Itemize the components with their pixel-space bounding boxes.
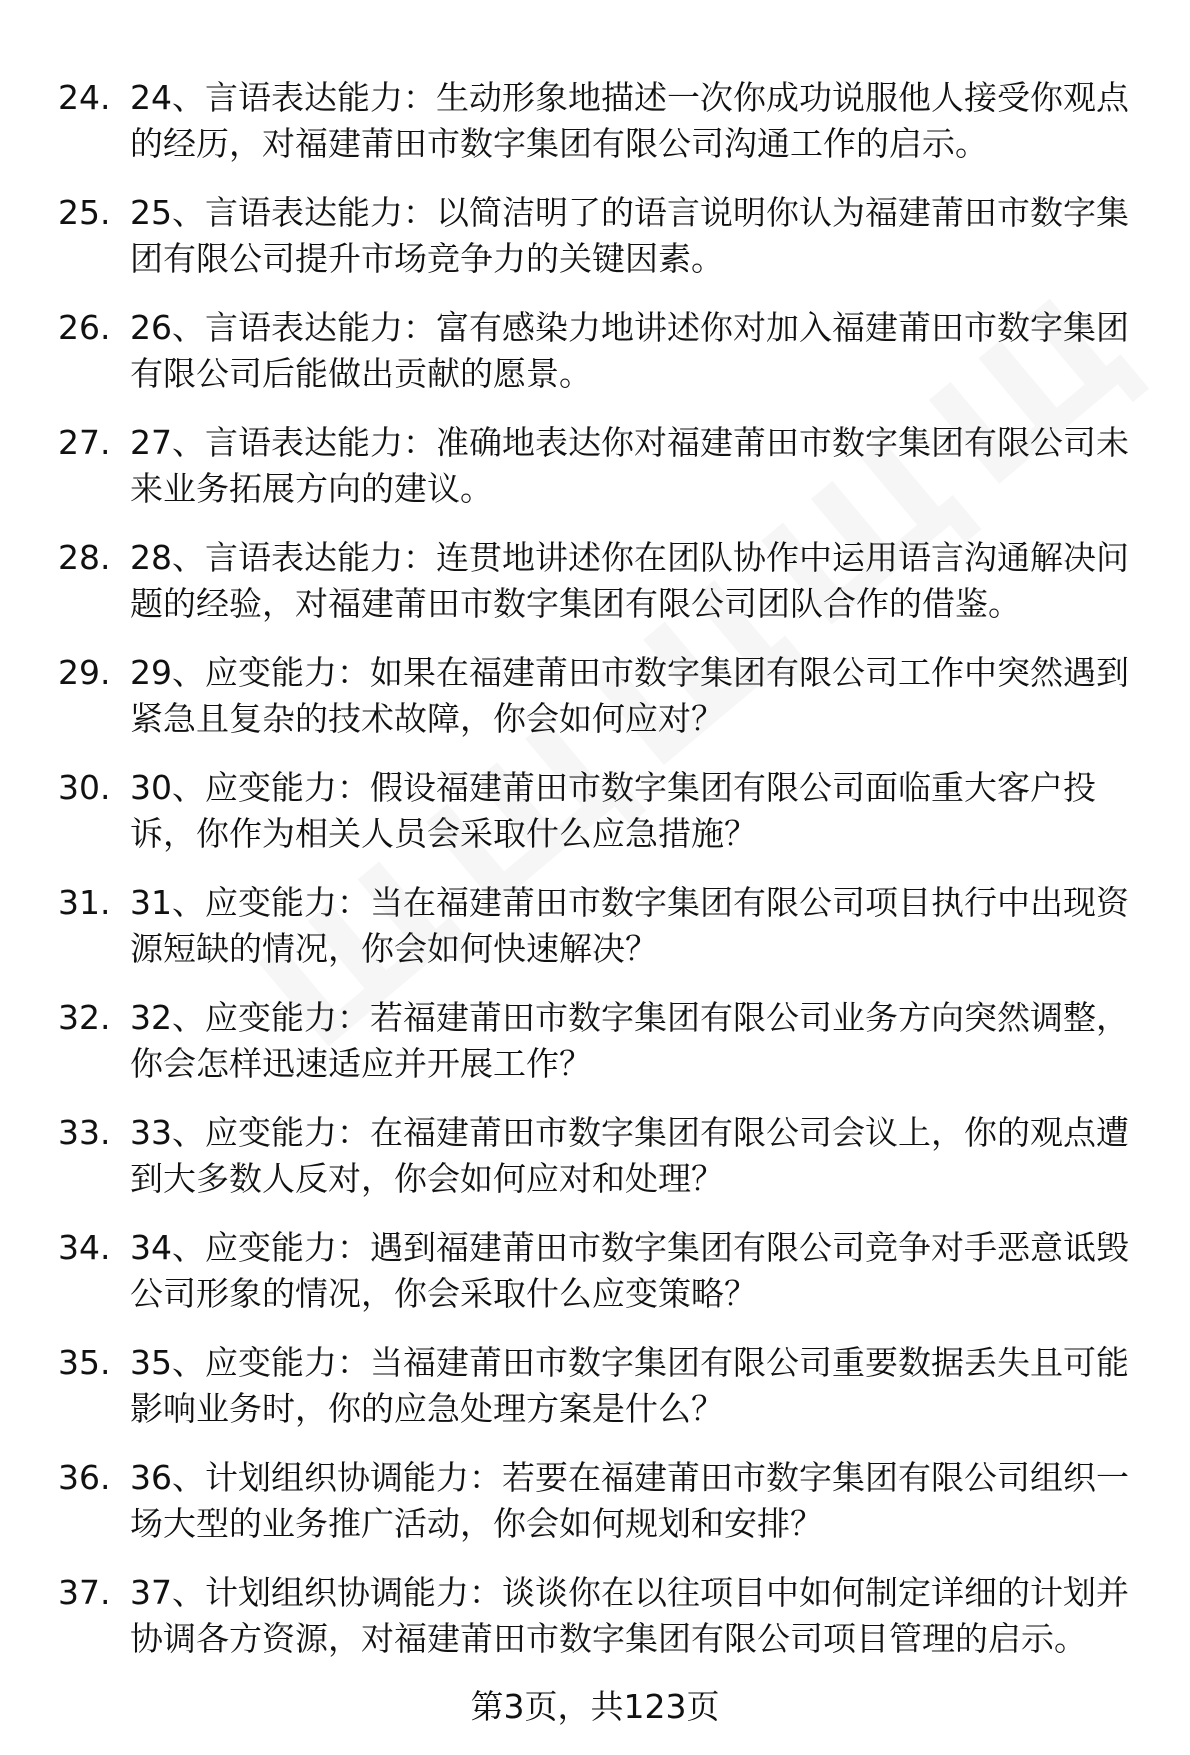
page-number-footer: 第3页，共123页: [470, 1687, 720, 1726]
item-number: 24.: [58, 78, 111, 117]
item-text: 35、应变能力：当福建莆田市数字集团有限公司重要数据丢失且可能影响业务时，你的应急处理方案是什么？: [130, 1343, 1129, 1428]
item-number: 26.: [58, 308, 111, 347]
item-text: 24、言语表达能力：生动形象地描述一次你成功说服他人接受你观点的经历，对福建莆田市数字集团有限公司沟通工作的启示。: [130, 78, 1129, 163]
list-item: [58, 880, 1158, 972]
item-text: 27、言语表达能力：准确地表达你对福建莆田市数字集团有限公司未来业务拓展方向的建议。: [130, 423, 1129, 508]
list-item: [58, 190, 1158, 282]
list-item: [58, 305, 1158, 397]
item-number: 32.: [58, 998, 111, 1037]
list-item: [58, 1340, 1158, 1432]
list-item: [58, 1110, 1158, 1202]
list-item: [58, 765, 1158, 857]
item-text: 32、应变能力：若福建莆田市数字集团有限公司业务方向突然调整，你会怎样迅速适应并开展工作？: [130, 998, 1129, 1083]
list-item: [58, 535, 1158, 627]
list-item: [58, 650, 1158, 742]
item-number: 33.: [58, 1113, 111, 1152]
item-text: 36、计划组织协调能力：若要在福建莆田市数字集团有限公司组织一场大型的业务推广活动，你会如何规划和安排？: [130, 1458, 1129, 1543]
item-text: 25、言语表达能力：以简洁明了的语言说明你认为福建莆田市数字集团有限公司提升市场竞争力的关键因素。: [130, 193, 1129, 278]
list-item: [58, 1570, 1158, 1662]
item-number: 36.: [58, 1458, 111, 1497]
item-number: 31.: [58, 883, 111, 922]
item-number: 37.: [58, 1573, 111, 1612]
item-number: 29.: [58, 653, 111, 692]
item-number: 25.: [58, 193, 111, 232]
list-item: [58, 75, 1158, 167]
list-item: [58, 995, 1158, 1087]
item-text: 29、应变能力：如果在福建莆田市数字集团有限公司工作中突然遇到紧急且复杂的技术故障，你会如何应对？: [130, 653, 1129, 738]
list-item: [58, 1225, 1158, 1317]
item-number: 34.: [58, 1228, 111, 1267]
list-item: [58, 1455, 1158, 1547]
item-text: 33、应变能力：在福建莆田市数字集团有限公司会议上，你的观点遭到大多数人反对，你会如何应对和处理？: [130, 1113, 1129, 1198]
item-number: 28.: [58, 538, 111, 577]
item-text: 31、应变能力：当在福建莆田市数字集团有限公司项目执行中出现资源短缺的情况，你会如何快速解决？: [130, 883, 1129, 968]
item-number: 27.: [58, 423, 111, 462]
list-item: [58, 420, 1158, 512]
item-text: 34、应变能力：遇到福建莆田市数字集团有限公司竞争对手恶意诋毁公司形象的情况，你会采取什么应变策略？: [130, 1228, 1129, 1313]
item-text: 37、计划组织协调能力：谈谈你在以往项目中如何制定详细的计划并协调各方资源，对福建莆田市数字集团有限公司项目管理的启示。: [130, 1573, 1129, 1658]
item-text: 28、言语表达能力：连贯地讲述你在团队协作中运用语言沟通解决问题的经验，对福建莆田市数字集团有限公司团队合作的借鉴。: [130, 538, 1129, 623]
item-text: 26、言语表达能力：富有感染力地讲述你对加入福建莆田市数字集团有限公司后能做出贡献的愿景。: [130, 308, 1129, 393]
question-list: [58, 75, 1158, 1685]
item-text: 30、应变能力：假设福建莆田市数字集团有限公司面临重大客户投诉，你作为相关人员会采取什么应急措施？: [130, 768, 1096, 853]
item-number: 30.: [58, 768, 111, 807]
item-number: 35.: [58, 1343, 111, 1382]
